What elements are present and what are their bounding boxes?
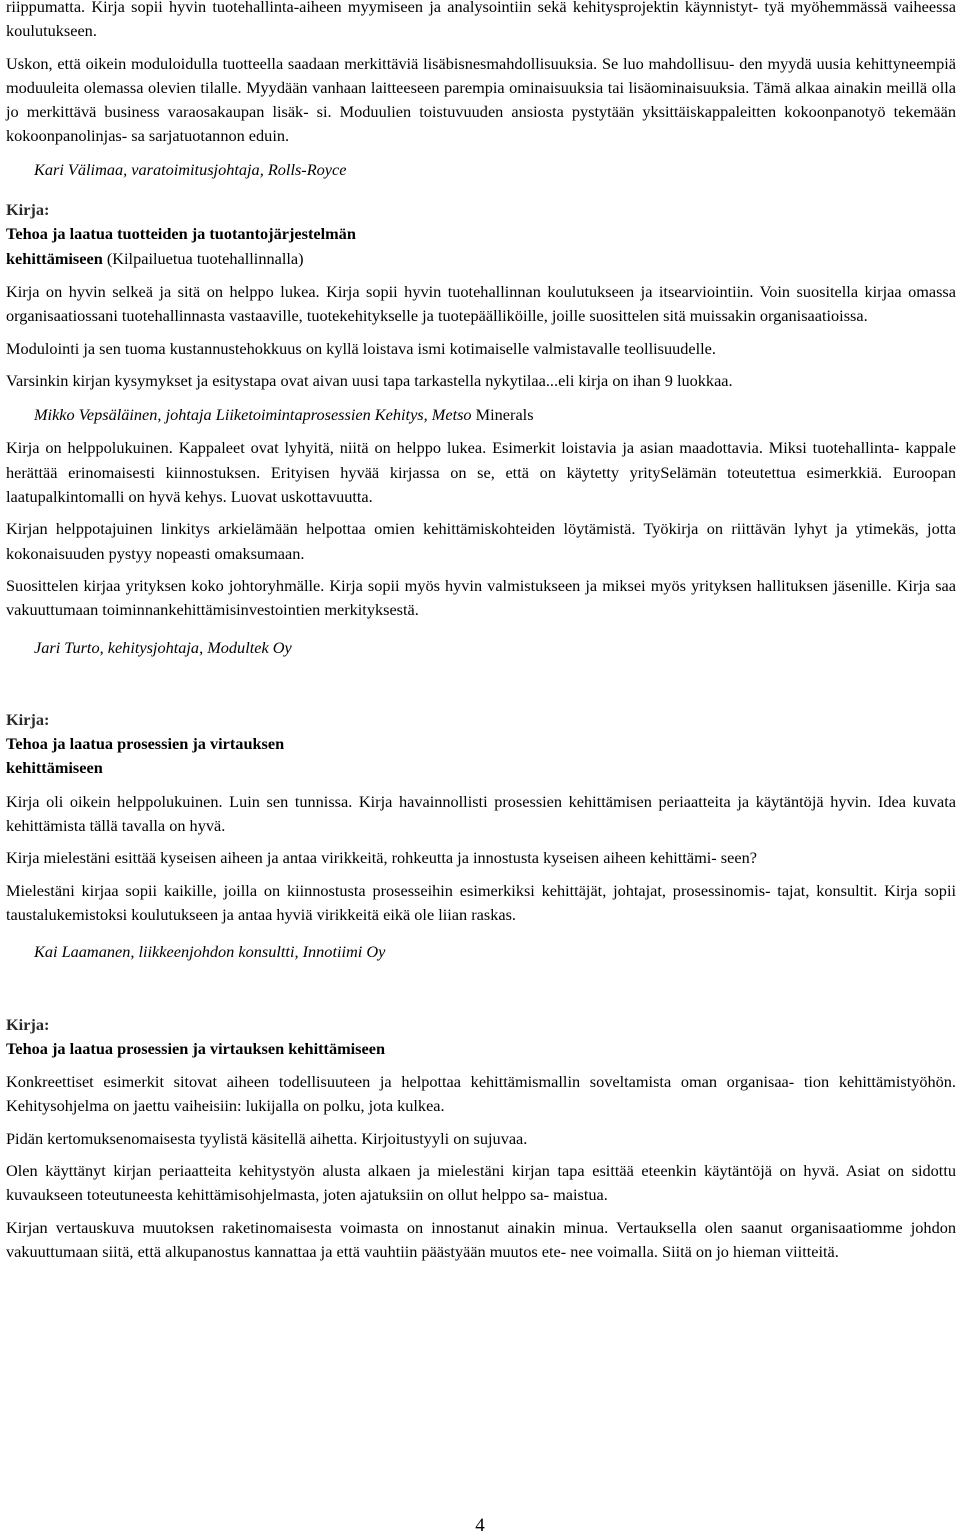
review1-paragraph-2: Modulointi ja sen tuoma kustannustehokkuus on kyllä loistava ismi kotimaiselle valmistavalle teollisuudelle.: [6, 338, 716, 358]
book3-label: Kirja:: [6, 1014, 50, 1034]
intro-paragraph-2: Uskon, että oikein moduloidulla tuotteella saadaan merkittäviä lisäbisnesmahdollisuuksia. Se luo mahdollisuu- den myydä uusia kehittyneempiä moduuleita olemassa olevien tilalle. Myydään vanhaan laitteeseen parempia ominaisuuksia tai lisäominaisuuksia. Tämä alkaa ainakin meillä olla jo merkittävä business varaosakaupan lisäk- si. Moduulien toistuvuuden ansiosta pystytään yksittäiskappaleitten kokoonpanotyö tekemään kokoonpanolinjas- sa sarjatuotannon eduin.: [6, 53, 956, 146]
book2-paragraph-1: Kirja oli oikein helppolukuinen. Luin sen tunnissa. Kirja havainnollisti prosessien kehittämisen periaatteita ja käytäntöjä hyvin. Idea kuvata kehittämista tällä tavalla on hyvä.: [6, 791, 956, 836]
book2-title-line1: Tehoa ja laatua prosessien ja virtauksen: [6, 734, 285, 754]
book2-paragraph-2: Kirja mielestäni esittää kyseisen aiheen ja antaa virikkeitä, rohkeutta ja innostusta kyseisen aiheen kehittämi- seen?: [6, 848, 757, 868]
book2-paragraph-3: Mielestäni kirjaa sopii kaikille, joilla on kiinnostusta prosesseihin esimerkiksi kehittäjät, johtajat, prosessinomis- tajat, konsultit. Kirja sopii taustalukemistoksi koulutukseen ja antaa hyviä virikkeitä eikä ole liian raskas.: [6, 880, 956, 924]
intro-paragraph-1: riippumatta. Kirja sopii hyvin tuotehallinta-aiheen myymiseen ja analysointiin sekä kehitysprojektin käynnistyt- tyä myöhemmässä vaiheessa koulutukseen.: [6, 0, 956, 41]
book2-section: [6, 708, 956, 965]
book3-section: [6, 1013, 956, 1265]
book2-signature: Kai Laamanen, liikkeenjohdon konsultti, Innotiimi Oy: [34, 942, 386, 962]
book2-title-line2: kehittämiseen: [6, 758, 103, 778]
book1-title-line1: Tehoa ja laatua tuotteiden ja tuotantojärjestelmän: [6, 224, 356, 244]
book1-label: Kirja:: [6, 200, 50, 220]
intro-signature: Kari Välimaa, varatoimitusjohtaja, Rolls-Royce: [34, 159, 347, 179]
book1-title: [6, 222, 956, 271]
review2-paragraph-3: Suosittelen kirjaa yrityksen koko johtoryhmälle. Kirja sopii myös hyvin valmistukseen ja miksei myös yrityksen hallituksen jäsenille. Kirja saa vakuuttumaan toiminnankehittämisinvestointien merkityksestä.: [6, 575, 956, 620]
review1-signature-italic: Mikko Vepsäläinen, johtaja Liiketoimintaprosessien Kehitys, Metso: [34, 405, 476, 425]
review2-signature: Jari Turto, kehitysjohtaja, Modultek Oy: [34, 637, 292, 657]
book2-label: Kirja:: [6, 709, 50, 729]
book3-paragraph-4: Kirjan vertauskuva muutoksen raketinomaisesta voimasta on innostanut ainakin minua. Vertauksella olen saanut organisaatiomme johdon vakuuttumaan siitä, että alkupanostus kannattaa ja että vauhtiin päästyään muutos ete- nee voimalla. Siitä on jo hieman viitteitä.: [6, 1217, 956, 1261]
review1-paragraph-1: Kirja on hyvin selkeä ja sitä on helppo lukea. Kirja sopii hyvin tuotehallinnan koulutukseen ja itsearviointiin. Voin suositella kirjaa omassa organisaatiossani tuotehallinnasta vastaaville, tuotekehitykselle ja tuotepäälliköille, joille suosittelen sitä muissakin organisaatioissa.: [6, 281, 956, 326]
book3-paragraph-3: Olen käyttänyt kirjan periaatteita kehitystyön alusta alkaen ja mielestäni kirjan tapa esittää eteenkin käytäntöjä on hyvä. Asiat on sidottu kuvaukseen toteutuneesta kehittämisohjelmasta, joten ajatuksiin on ollut helppo sa- maistua.: [6, 1160, 956, 1205]
document-page: [6, 0, 956, 1264]
book1-subtitle: (Kilpailuetua tuotehallinnalla): [106, 248, 304, 268]
book3-paragraph-1: Konkreettiset esimerkit sitovat aiheen todellisuuteen ja helpottaa kehittämismallin soveltamista oman organisaa- tion kehittämistyöhön. Kehitysohjelma on jaettu vaiheisiin: lukijalla on polku, jota kulkea.: [6, 1072, 956, 1116]
page-number: 4: [475, 1515, 485, 1536]
book1-section: [6, 198, 956, 660]
review2-paragraph-2: Kirjan helppotajuinen linkitys arkielämään helpottaa omien kehittämiskohteiden löytämistä. Työkirja on riittävän lyhyt ja ytimekäs, jotta kokonaisuuden pystyy nopeasti omaksumaan.: [6, 519, 956, 563]
review1-signature: [6, 403, 956, 427]
book3-title: Tehoa ja laatua prosessien ja virtauksen kehittämiseen: [6, 1038, 386, 1058]
review2-paragraph-1: Kirja on helppolukuinen. Kappaleet ovat lyhyitä, niitä on helppo lukea. Esimerkit loistavia ja asian maadottavia. Miksi tuotehallinta- kappale herättää erinomaisesti kiinnostuksen. Erityisen hyvää kirjassa on se, että on käytetty yritySelämän toteutettua esimerkkiä. Euroopan laatupalkintomalli on hyvä kehys. Luovat uskottavuutta.: [6, 438, 956, 507]
review1-signature-upright: Minerals: [475, 405, 534, 425]
review1-paragraph-3: Varsinkin kirjan kysymykset ja esitystapa ovat aivan uusi tapa tarkastella nykytilaa...eli kirja on ihan 9 luokkaa.: [6, 370, 733, 390]
book3-paragraph-2: Pidän kertomuksenomaisesta tyylistä käsitellä aihetta. Kirjoitustyyli on sujuvaa.: [6, 1128, 528, 1148]
book1-title-line2: kehittämiseen: [6, 248, 103, 268]
